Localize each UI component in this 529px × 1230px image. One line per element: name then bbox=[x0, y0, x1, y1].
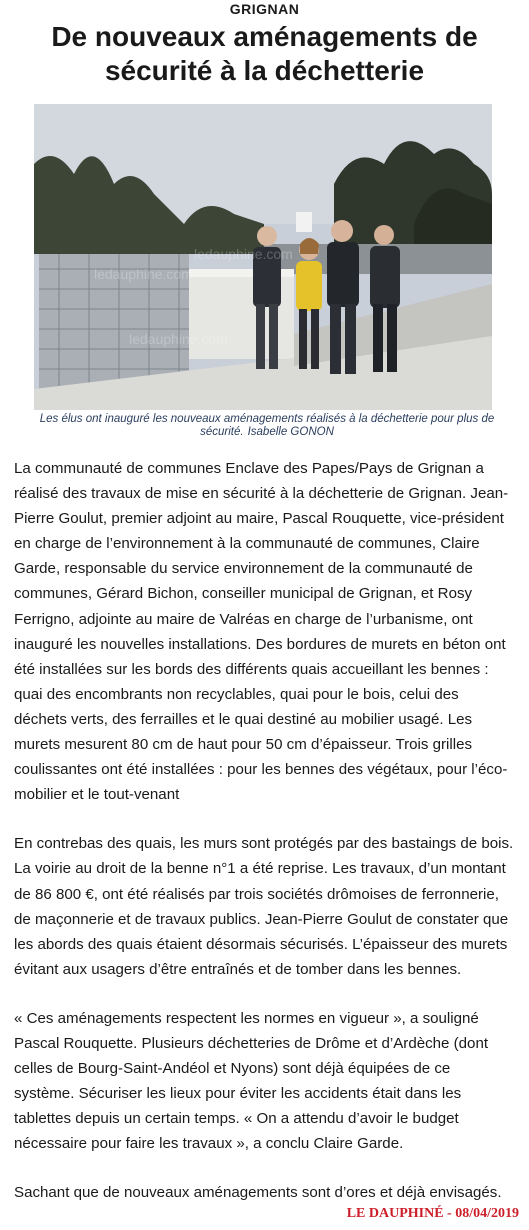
publication-name: LE DAUPHINÉ bbox=[346, 1206, 444, 1221]
photo-watermark: ledauphine.com bbox=[129, 331, 228, 347]
publication-footer bbox=[347, 1206, 519, 1222]
paragraph: En contrebas des quais, les murs sont protégés par des bastaings de bois. La voirie au droit de la benne n°1 a été reprise. Les travaux, d’un montant de 86 800 €, ont été réalisés par trois sociétés drômoises de ferronnerie, de maçonnerie et de travaux publics. Jean-Pierre Goulut de constater que les abords des quais étaient désormais sécurisés. L’épaisseur des murets évitant aux usagers d’être entraînés et de tomber dans les bennes. bbox=[14, 835, 514, 978]
section-kicker: GRIGNAN bbox=[229, 1, 300, 17]
caption-text: Les élus ont inauguré les nouveaux aménagements réalisés à la déchetterie pour plus de sécurité. bbox=[39, 413, 495, 438]
article-photo bbox=[34, 104, 492, 410]
article-body bbox=[14, 456, 514, 1230]
paragraph: La communauté de communes Enclave des Papes/Pays de Grignan a réalisé des travaux de mise en sécurité à la déchetterie de Grignan. Jean-Pierre Goulut, premier adjoint au maire, Pascal Rouquette, vice-président en charge de l’environnement à la communauté de communes, Claire Garde, responsable du service environnement de la communauté de communes, Gérard Bichon, conseiller municipal de Grignan, et Rosy Ferrigno, adjointe au maire de Valréas en charge de l’urbanisme, ont inauguré les nouvelles installations. Des bordures de murets en béton ont été installées sur les bords des différents quais accueillant les bennes : quai des encombrants non recyclables, quai pour le bois, celui des déchets verts, des ferrailles et le quai destiné au mobilier usagé. Les murets mesurent 80 cm de haut pour 50 cm d’épaisseur. Trois grilles coulissantes ont été installées : pour les bennes des végétaux, pour l’éco-mobilier et le tout-venant bbox=[14, 460, 509, 804]
paragraph: « Ces aménagements respectent les normes en vigueur », a souligné Pascal Rouquette. Plusieurs déchetteries de Drôme et d’Ardèche (dont celles de Bourg-Saint-Andéol et Nyons) sont déjà équipées de ce système. Sécuriser les lieux pour éviter les accidents était dans les tablettes depuis un certain temps. « On a attendu d’avoir le budget nécessaire pour faire les travaux », a conclu Claire Garde. bbox=[14, 1009, 489, 1153]
photo-caption bbox=[22, 413, 512, 439]
paragraph: Sachant que de nouveaux aménagements sont d’ores et déjà envisagés. bbox=[14, 1184, 502, 1202]
article-headline: De nouveaux aménagements de sécurité à la déchetterie bbox=[51, 21, 478, 86]
photo-credit: Isabelle GONON bbox=[247, 426, 334, 438]
photo-watermark: ledauphine.com bbox=[94, 266, 193, 282]
footer-separator: - bbox=[443, 1206, 456, 1221]
publication-date: 08/04/2019 bbox=[455, 1206, 519, 1221]
photo-watermark: ledauphine.com bbox=[194, 246, 293, 262]
